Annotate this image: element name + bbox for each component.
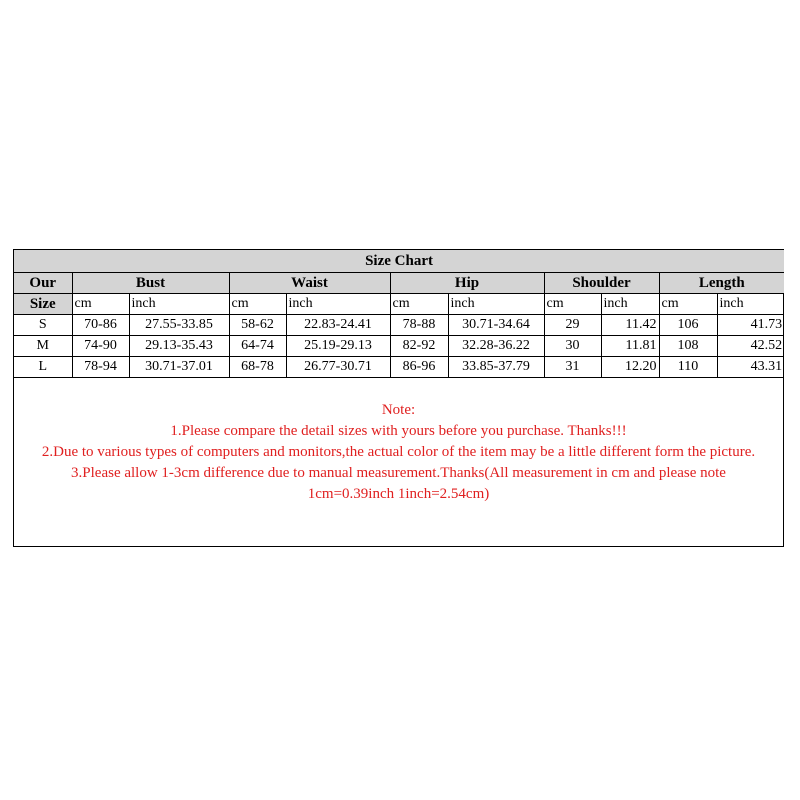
hip-inch-value: 33.85-37.79: [448, 357, 544, 378]
size-label: M: [14, 336, 72, 357]
length-inch-value: 41.73: [717, 315, 784, 336]
group-shoulder: Shoulder: [544, 273, 659, 294]
unit-header-row: [14, 294, 784, 315]
our-size-label-top: Our: [14, 273, 72, 294]
waist-cm-value: 58-62: [229, 315, 286, 336]
length-cm-value: 106: [659, 315, 717, 336]
unit-inch: inch: [286, 294, 390, 315]
our-size-label-bottom: Size: [14, 294, 72, 315]
length-inch-value: 43.31: [717, 357, 784, 378]
group-header-row: [14, 273, 784, 294]
unit-inch: inch: [717, 294, 784, 315]
waist-inch-value: 26.77-30.71: [286, 357, 390, 378]
note-line-3: 3.Please allow 1-3cm difference due to manual measurement.Thanks(All measurement in cm and please note 1cm=0.39inch 1inch=2.54cm): [71, 465, 726, 502]
hip-inch-value: 32.28-36.22: [448, 336, 544, 357]
table-row: [14, 315, 784, 336]
group-bust: Bust: [72, 273, 229, 294]
shoulder-inch-value: 11.81: [601, 336, 659, 357]
unit-cm: cm: [544, 294, 601, 315]
bust-cm-value: 74-90: [72, 336, 129, 357]
length-cm-value: 110: [659, 357, 717, 378]
shoulder-cm-value: 31: [544, 357, 601, 378]
table-title: Size Chart: [14, 250, 784, 273]
unit-cm: cm: [390, 294, 448, 315]
group-waist: Waist: [229, 273, 390, 294]
unit-cm: cm: [229, 294, 286, 315]
unit-inch: inch: [601, 294, 659, 315]
table-row: [14, 336, 784, 357]
notes-block: [14, 400, 783, 505]
waist-cm-value: 64-74: [229, 336, 286, 357]
size-label: L: [14, 357, 72, 378]
size-chart-sheet: [13, 249, 784, 547]
group-hip: Hip: [390, 273, 544, 294]
note-line-2: 2.Due to various types of computers and monitors,the actual color of the item may be a little different form the picture.: [41, 444, 756, 460]
notes-heading: Note:: [381, 402, 416, 418]
shoulder-inch-value: 11.42: [601, 315, 659, 336]
unit-inch: inch: [129, 294, 229, 315]
unit-cm: cm: [72, 294, 129, 315]
waist-inch-value: 22.83-24.41: [286, 315, 390, 336]
shoulder-cm-value: 29: [544, 315, 601, 336]
title-row: [14, 250, 784, 273]
shoulder-inch-value: 12.20: [601, 357, 659, 378]
hip-cm-value: 82-92: [390, 336, 448, 357]
hip-inch-value: 30.71-34.64: [448, 315, 544, 336]
bust-inch-value: 30.71-37.01: [129, 357, 229, 378]
note-line-1: 1.Please compare the detail sizes with yours before you purchase. Thanks!!!: [170, 423, 627, 439]
bust-cm-value: 70-86: [72, 315, 129, 336]
length-cm-value: 108: [659, 336, 717, 357]
waist-inch-value: 25.19-29.13: [286, 336, 390, 357]
waist-cm-value: 68-78: [229, 357, 286, 378]
shoulder-cm-value: 30: [544, 336, 601, 357]
bust-inch-value: 29.13-35.43: [129, 336, 229, 357]
size-chart-table: [14, 250, 784, 378]
hip-cm-value: 86-96: [390, 357, 448, 378]
table-row: [14, 357, 784, 378]
hip-cm-value: 78-88: [390, 315, 448, 336]
bust-cm-value: 78-94: [72, 357, 129, 378]
unit-cm: cm: [659, 294, 717, 315]
length-inch-value: 42.52: [717, 336, 784, 357]
size-label: S: [14, 315, 72, 336]
group-length: Length: [659, 273, 784, 294]
unit-inch: inch: [448, 294, 544, 315]
bust-inch-value: 27.55-33.85: [129, 315, 229, 336]
